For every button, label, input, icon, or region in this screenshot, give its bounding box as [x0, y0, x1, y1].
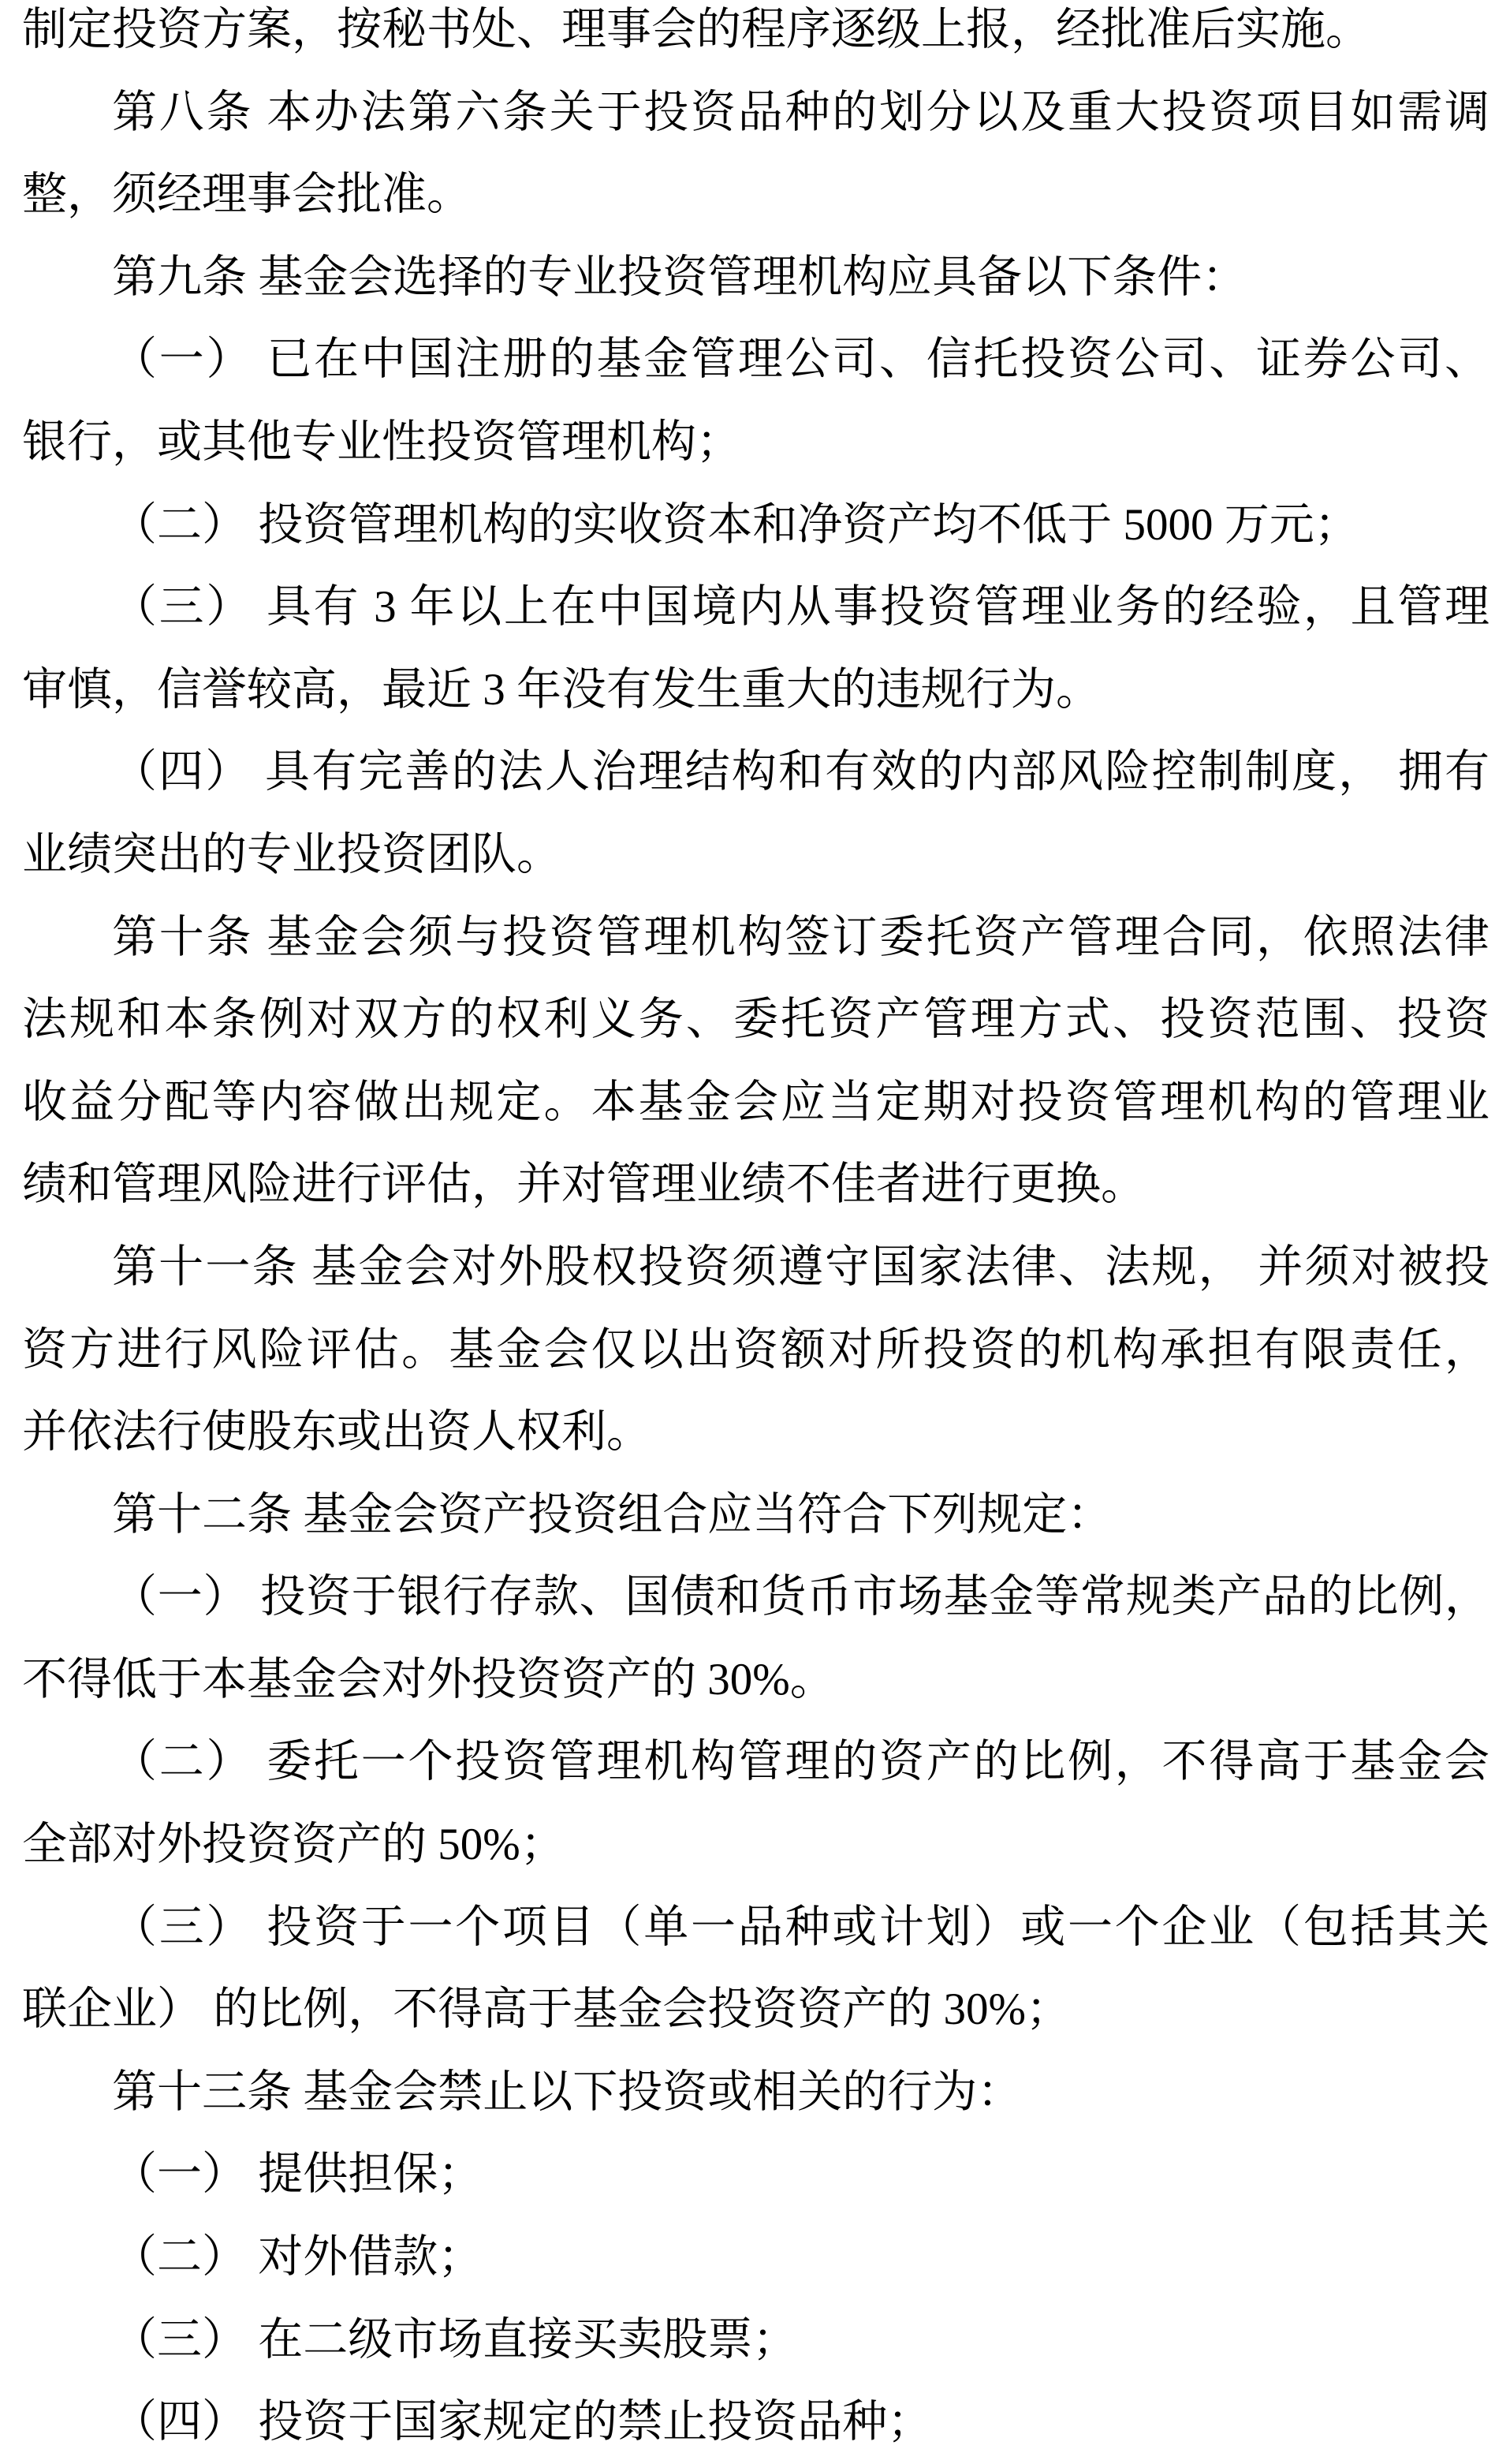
text-line: 第九条 基金会选择的专业投资管理机构应具备以下条件：: [112, 252, 1247, 302]
text-line: （一） 已在中国注册的基金管理公司、信托投资公司、证券公司、: [112, 334, 1489, 385]
text-line: （四） 具有完善的法人治理结构和有效的内部风险控制制度， 拥有: [112, 747, 1489, 797]
text-line: 银行，或其他专业性投资管理机构；: [22, 416, 741, 467]
text-line: 整，须经理事会批准。: [22, 170, 472, 220]
text-line: 制定投资方案，按秘书处、理事会的程序逐级上报，经批准后实施。: [22, 5, 1370, 54]
text-line: （一） 投资于银行存款、国债和货币市场基金等常规类产品的比例，: [112, 1572, 1489, 1622]
text-line: （三） 具有 3 年以上在中国境内从事投资管理业务的经验，且管理: [112, 582, 1489, 633]
text-line: （二） 委托一个投资管理机构管理的资产的比例，不得高于基金会: [112, 1737, 1489, 1787]
text-line: 并依法行使股东或出资人权利。: [22, 1407, 651, 1458]
text-line: （二） 对外借款；: [112, 2232, 483, 2283]
text-line: 联企业） 的比例，不得高于基金会投资资产的 30%；: [22, 1984, 1071, 2035]
text-line: （四） 投资于国家规定的禁止投资品种；: [112, 2397, 933, 2447]
text-line: 收益分配等内容做出规定。本基金会应当定期对投资管理机构的管理业: [22, 1077, 1489, 1127]
text-line: 不得低于本基金会对外投资资产的 30%。: [22, 1654, 835, 1704]
text-line: 全部对外投资资产的 50%；: [22, 1820, 565, 1870]
text-line: 第十二条 基金会资产投资组合应当符合下列规定：: [112, 1489, 1113, 1540]
text-line: （三） 投资于一个项目（单一品种或计划）或一个企业（包括其关: [112, 1902, 1489, 1952]
text-line: 资方进行风险评估。基金会仅以出资额对所投资的机构承担有限责任，: [22, 1324, 1489, 1375]
text-line: 业绩突出的专业投资团队。: [22, 829, 561, 879]
text-line: 法规和本条例对双方的权利义务、委托资产管理方式、投资范围、投资: [22, 995, 1489, 1045]
text-line: 第十三条 基金会禁止以下投资或相关的行为：: [112, 2066, 1023, 2117]
text-line: 绩和管理风险进行评估，并对管理业绩不佳者进行更换。: [22, 1159, 1146, 1210]
text-line: （二） 投资管理机构的实收资本和净资产均不低于 5000 万元；: [112, 499, 1359, 550]
text-line: 审慎，信誉较高，最近 3 年没有发生重大的违规行为。: [22, 664, 1101, 715]
text-line: 第八条 本办法第六条关于投资品种的划分以及重大投资项目如需调: [112, 87, 1489, 137]
text-line: （三） 在二级市场直接买卖股票；: [112, 2314, 798, 2365]
text-line: 第十条 基金会须与投资管理机构签订委托资产管理合同，依照法律: [112, 912, 1489, 962]
text-line: （一） 提供担保；: [112, 2149, 483, 2200]
text-line: 第十一条 基金会对外股权投资须遵守国家法律、法规， 并须对被投: [112, 1241, 1489, 1292]
